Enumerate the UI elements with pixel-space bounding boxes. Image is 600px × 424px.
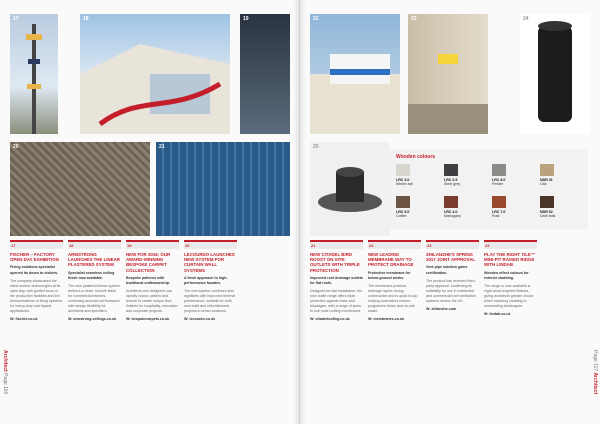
building-graphic: [80, 14, 230, 134]
photo-number: 24: [523, 16, 529, 22]
article-body: Designed for fast installation, the new outlet range offers triple protection against leaks and blockages, with a range of sizes to suit most roofing membranes.: [310, 289, 363, 314]
article-number: 22: [368, 240, 421, 249]
photo-23: [408, 14, 488, 134]
photo-19: [240, 14, 290, 134]
article-18: [68, 240, 121, 322]
colour-swatch: [444, 196, 458, 208]
gutter-shadow: [293, 0, 299, 424]
article-lede: Protective membrane for below-ground works.: [368, 270, 411, 280]
article-number: 24: [484, 240, 537, 249]
article-number: 21: [310, 240, 363, 249]
article-20: [184, 240, 237, 323]
photo-number: 17: [13, 16, 19, 22]
photo-number: 22: [313, 16, 319, 22]
photo-number: 25: [313, 144, 319, 150]
article-body: The product has received third-party approval, confirming its suitability for use in residential and commercial roof ventilation systems across the UK.: [426, 278, 476, 303]
article-lede: Wooden-effect colours for exterior cladding.: [484, 270, 529, 280]
membrane-graphic: [310, 14, 400, 134]
article-lede: Improved roof drainage outlets for flat roofs.: [310, 275, 363, 285]
swatch-label: LRC 4.0 Mahogany: [444, 210, 461, 218]
article-19: [126, 240, 179, 323]
article-22: [368, 240, 421, 322]
article-21: [310, 240, 363, 323]
article-contact[interactable]: W: armstrong-ceilings.co.uk: [68, 317, 117, 322]
swatch-title: Wooden colours: [396, 154, 436, 160]
article-number: 19: [126, 240, 179, 249]
photo-number: 20: [13, 144, 19, 150]
photo-number: 18: [83, 16, 89, 22]
article-contact[interactable]: W: lecourdo.co.uk: [184, 317, 216, 322]
article-23: [426, 240, 479, 312]
colour-swatch: [540, 164, 554, 176]
article-lede: A fresh approach to high-performance façades.: [184, 275, 228, 285]
pipe-graphic: [520, 14, 590, 134]
swatch-label: NDR 02 Dark teak: [540, 210, 556, 218]
article-number: 23: [426, 240, 479, 249]
outlet-graphic: [310, 142, 390, 236]
colour-swatch-panel: [390, 150, 588, 230]
article-contact[interactable]: W: bespokecarpets.co.uk: [126, 317, 170, 322]
article-lede: Vent pipe solution gains certification.: [426, 265, 468, 275]
article-24: [484, 240, 537, 317]
article-headline: NEW FOR 2016: OUR AWARD-WINNING BESPOKE CARPET COLLECTION: [126, 252, 171, 273]
article-contact[interactable]: W: membranes.co.uk: [368, 317, 405, 322]
article-body: Architects and designers can specify colour, pattern and texture to create unique floor finishes for hospitality, education and corporate projects.: [126, 289, 178, 314]
article-contact[interactable]: W: zhilanzhe.com: [426, 307, 457, 312]
colour-swatch: [540, 196, 554, 208]
article-contact[interactable]: W: citadelroofing.co.uk: [310, 317, 350, 322]
article-contact[interactable]: W: fischer.co.uk: [10, 317, 38, 322]
pole-graphic: [10, 14, 58, 134]
swatch-label: LRC 5.0 Coffee: [396, 210, 410, 218]
gutter-shadow: [300, 0, 306, 424]
article-contact[interactable]: W: lindab.co.uk: [484, 312, 511, 317]
photo-25: [310, 142, 390, 236]
swatch-label: LRC 3.0 Winter ash: [396, 178, 414, 186]
colour-swatch: [492, 164, 506, 176]
article-headline: LECOURDO LAUNCHES NEW SYSTEM FOR CURTAIN WALL SYSTEMS: [184, 252, 235, 273]
colour-swatch: [396, 164, 410, 176]
colour-swatch: [396, 196, 410, 208]
article-lede: Specialist seamless ceiling finish now available.: [68, 270, 115, 280]
article-headline: NEW CITADEL BIRD ROOST ON SITE: OUTLETS WITH TRIPLE PROTECTION: [310, 252, 360, 273]
photo-22: [310, 14, 400, 134]
tile-graphic: [408, 14, 488, 134]
article-body: The membrane protects drainage layers during construction and is quick to lay, helping contractors reduce programme times and on-site waste.: [368, 283, 418, 314]
colour-swatch: [444, 164, 458, 176]
article-body: The range is now available in eight wood-inspired finishes, giving architects greater choice when matching cladding to surrounding landscapes.: [484, 283, 534, 309]
photo-number: 21: [159, 144, 165, 150]
article-lede: Bespoke patterns with traditional craftsmanship.: [126, 275, 170, 285]
left-folio: Architect Page 116: [2, 350, 8, 395]
swatch-label: LRC 8.0 Pewter: [492, 178, 506, 186]
article-number: 18: [68, 240, 121, 249]
article-number: 17: [10, 240, 63, 249]
article-body: The new plastered linear system delivers a clean, smooth finish for commercial interiors, combining acoustic performance with design flexibility for architects and specifiers.: [68, 283, 120, 314]
photo-17: [10, 14, 58, 134]
photo-20: [10, 142, 150, 236]
article-headline: ARMSTRONG LAUNCHES THE LINEAR PLASTERED SYSTEM: [68, 252, 120, 268]
photo-number: 19: [243, 16, 249, 22]
article-17: [10, 240, 63, 322]
swatch-label: LRC 6.5 Steel grey: [444, 178, 461, 186]
colour-swatch: [492, 196, 506, 208]
article-number: 20: [184, 240, 237, 249]
article-lede: Fixing solutions specialist opened its doors to visitors.: [10, 265, 59, 275]
swatch-label: LRC 7.0 Rust: [492, 210, 506, 218]
article-body: The company showcased the latest anchor technologies at its open day, with guided tours of the production facilities and live demonstrations of fixing systems for heavy-duty and façade applications.: [10, 278, 63, 314]
article-body: The new system combines slim sightlines with improved thermal performance, suitable for both new build and refurbishment projects in urban locations.: [184, 289, 236, 314]
article-headline: FISCHER – FACTORY OPEN DAY EXHIBITION: [10, 252, 59, 263]
article-headline: NEW LEADING MEMBRANE WAY TO PROTECT DRAINAGE: [368, 252, 414, 268]
swatch-label: NDR 01 Oak: [540, 178, 553, 186]
photo-24: [520, 14, 590, 134]
article-headline: PLAY THE RIGHT TILE™ MINI-FIT RAISED RIDGE WITH LINDAB: [484, 252, 536, 268]
photo-number: 23: [411, 16, 417, 22]
article-headline: ZHILANZHE'S SPRING 2017 JOINT APPROVAL: [426, 252, 476, 263]
right-folio: Page 117 Architect: [592, 350, 598, 395]
photo-18: [80, 14, 230, 134]
photo-21: [156, 142, 290, 236]
